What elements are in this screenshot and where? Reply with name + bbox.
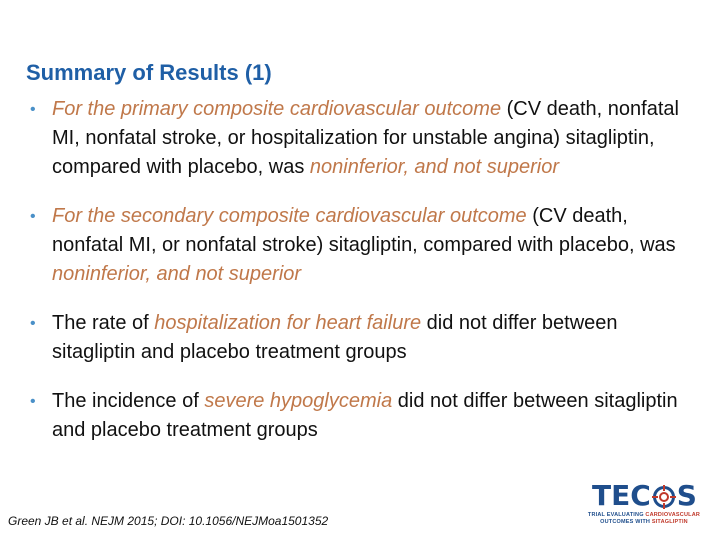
bullet-text: (CV death, nonfatal MI, or nonfatal stroke) sitagliptin, compared with placebo, was [52, 205, 676, 256]
logo-tagline-2a: OUTCOMES WITH [600, 519, 652, 525]
logo-tagline-2b: SITAGLIPTIN [651, 519, 688, 525]
bullet-item [30, 202, 690, 289]
logo-tagline [586, 512, 702, 526]
citation-footer: Green JB et al. NEJM 2015; DOI: 10.1056/NEJMoa1501352 [8, 514, 329, 528]
logo-letters-right: S [676, 478, 697, 512]
bullet-item [30, 309, 690, 367]
bullet-text: did not differ between sitagliptin and placebo treatment groups [52, 312, 618, 363]
slide-title: Summary of Results (1) [26, 60, 272, 85]
bullet-highlight-text: severe hypoglycemia [204, 390, 393, 412]
bullet-text: (CV death, nonfatal MI, nonfatal stroke, or hospitalization for unstable angina) sitagliptin, compared with placebo, was [52, 98, 679, 178]
bullet-highlight-text: noninferior, and not superior [52, 263, 302, 285]
bullet-highlight-text: noninferior, and not superior [309, 156, 559, 178]
logo-tagline-1a: TRIAL EVALUATING [587, 512, 646, 518]
logo-ring-icon [652, 483, 676, 507]
bullet-text: did not differ between sitagliptin and placebo treatment groups [52, 390, 678, 441]
bullet-dot-icon: • [30, 101, 36, 118]
bullet-text: The incidence of [52, 390, 205, 412]
tecos-logo [584, 480, 702, 528]
logo-tagline-1b: CARDIOVASCULAR [645, 512, 701, 518]
bullet-highlight-text: For the primary composite cardiovascular outcome [52, 98, 502, 120]
bullet-dot-icon: • [30, 208, 36, 225]
bullet-text: The rate of [52, 312, 155, 334]
logo-wordmark [592, 480, 697, 510]
logo-letters-left: TEC [592, 478, 651, 512]
bullet-dot-icon: • [30, 393, 36, 410]
bullet-list [30, 95, 690, 465]
bullet-dot-icon: • [30, 315, 36, 332]
bullet-item [30, 95, 690, 182]
bullet-item [30, 387, 690, 445]
bullet-highlight-text: For the secondary composite cardiovascular outcome [52, 205, 527, 227]
bullet-highlight-text: hospitalization for heart failure [154, 312, 422, 334]
